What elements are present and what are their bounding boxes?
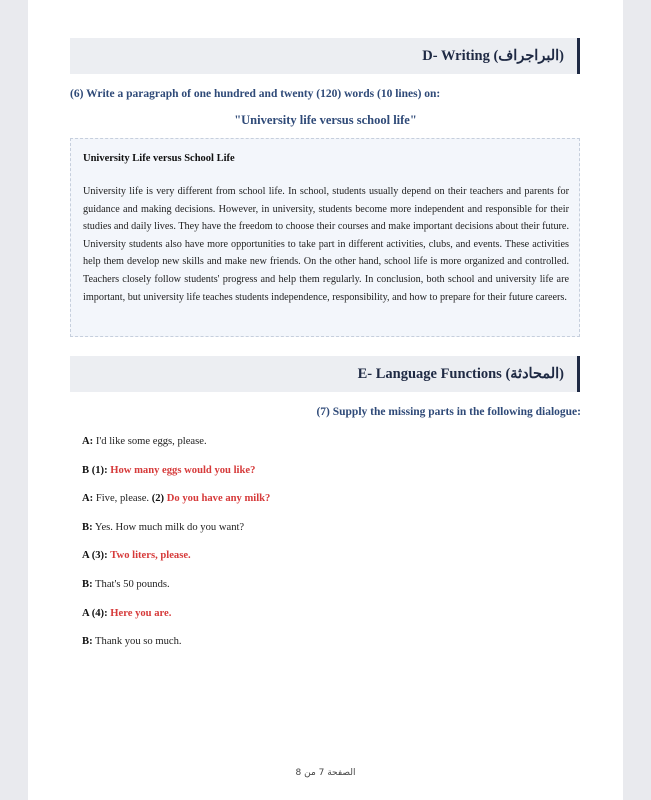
dialogue-answer: Two liters, please. xyxy=(110,550,191,562)
dialogue-question: (7) Supply the missing parts in the following dialogue: xyxy=(316,406,581,418)
dialogue-line xyxy=(82,550,562,579)
essay-box xyxy=(70,138,580,337)
language-section-header xyxy=(70,356,580,392)
dialogue-answer: How many eggs would you like? xyxy=(110,464,256,476)
dialogue-speaker: B (1): xyxy=(82,464,108,476)
header-accent-bar xyxy=(577,356,580,392)
page-number: الصفحة 7 من 8 xyxy=(295,768,356,778)
dialogue-number: (2) xyxy=(151,493,167,505)
dialogue-text: That's 50 pounds. xyxy=(92,578,170,590)
dialogue-text: I'd like some eggs, please. xyxy=(93,436,207,447)
writing-section-header xyxy=(70,38,580,74)
dialogue-speaker: A (4): xyxy=(82,607,108,619)
dialogue-text: Thank you so much. xyxy=(92,636,182,648)
dialogue-speaker: B: xyxy=(82,636,93,648)
dialogue-answer: Here you are. xyxy=(110,607,172,619)
document-page xyxy=(28,0,623,800)
dialogue-speaker: A: xyxy=(82,436,94,447)
dialogue-speaker: B: xyxy=(82,578,93,590)
dialogue-line xyxy=(82,608,562,637)
dialogue-line xyxy=(82,636,562,665)
dialogue-line xyxy=(82,465,562,494)
header-accent-bar xyxy=(577,38,580,74)
dialogue-speaker: A: xyxy=(82,493,94,505)
writing-topic: "University life versus school life" xyxy=(234,113,417,127)
dialogue-speaker: B: xyxy=(82,521,93,533)
dialogue-line xyxy=(82,579,562,608)
essay-title: University Life versus School Life xyxy=(83,153,235,164)
dialogue-text: Five, please. xyxy=(93,493,152,505)
essay-body: University life is very different from school life. In school, students usually depend on their teachers and parents for guidance and making decisions. However, in university, students become more independent and responsible for their studies and daily lives. They have the freedom to choose their courses and make important decisions about their future. University students also have more opportunities to take part in different activities, clubs, and events. These activities help them develop new skills and make new friends. On the other hand, school life is more organized and controlled. Teachers closely follow students' progress and help them regularly. In conclusion, both school and university life are important, but university life teaches students independence, responsibility, and how to prepare for their future careers. xyxy=(83,186,569,303)
dialogue xyxy=(82,436,562,665)
dialogue-line xyxy=(82,522,562,551)
language-section-title: E- Language Functions (المحادثة) xyxy=(357,365,564,382)
dialogue-line xyxy=(82,436,562,465)
dialogue-line xyxy=(82,493,562,522)
dialogue-speaker: A (3): xyxy=(82,550,108,562)
dialogue-text: Yes. How much milk do you want? xyxy=(92,521,245,533)
writing-question: (6) Write a paragraph of one hundred and twenty (120) words (10 lines) on: xyxy=(70,88,441,100)
dialogue-answer: Do you have any milk? xyxy=(166,493,271,505)
writing-section-title: D- Writing (البراجراف) xyxy=(422,47,564,64)
